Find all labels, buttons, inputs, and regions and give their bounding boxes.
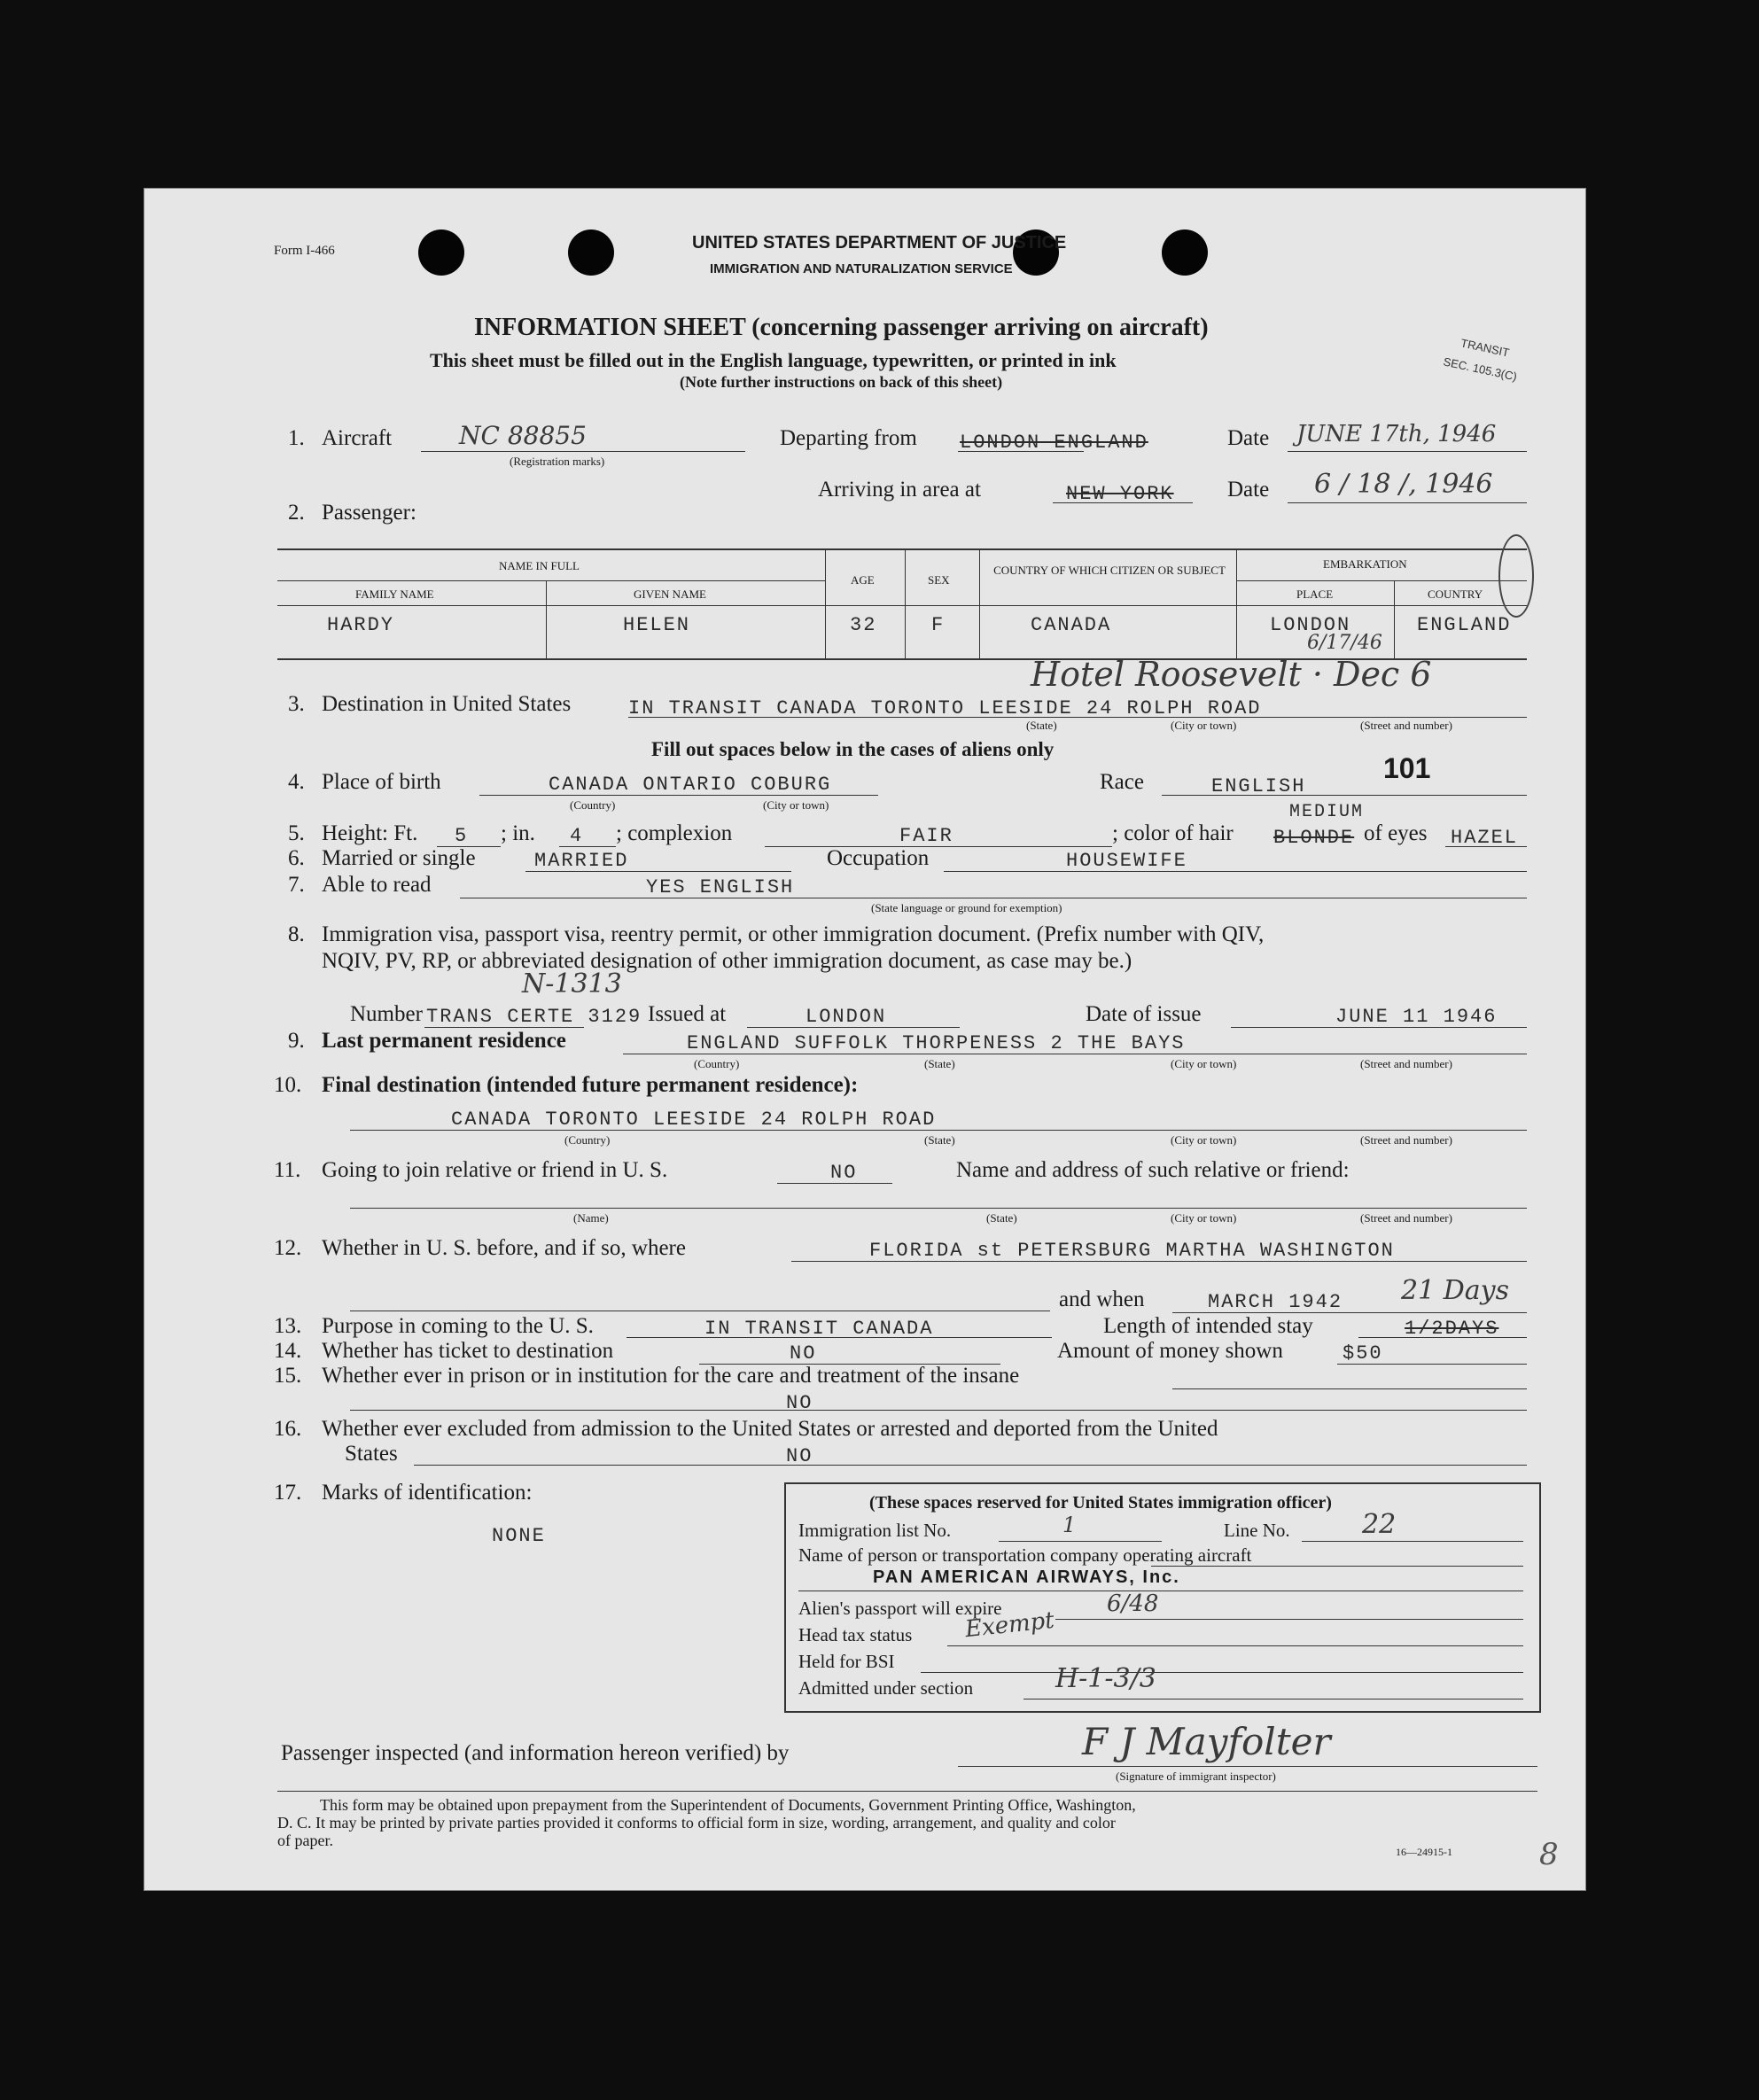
final-destination-value: CANADA TORONTO LEESIDE 24 ROLPH ROAD (451, 1108, 937, 1131)
caption-state: (State) (986, 1211, 1017, 1225)
stay-value: 1/2DAYS (1405, 1318, 1499, 1340)
company-label: Name of person or transportation company operating aircraft (798, 1544, 1252, 1566)
aircraft-label: Aircraft (322, 426, 393, 450)
footer-line3: of paper. (277, 1832, 333, 1849)
footer-line1: This form may be obtained upon prepayment from the Superintendent of Documents, Government Printing Office, Washington, (320, 1796, 1136, 1814)
item-number-8: 8. (288, 922, 305, 946)
caption-street: (Street and number) (1360, 1133, 1452, 1147)
list-no-value: 1 (1062, 1513, 1077, 1537)
stay-label: Length of intended stay (1103, 1314, 1313, 1338)
caption-country: (Country) (564, 1133, 611, 1147)
date-of-issue-label: Date of issue (1086, 1002, 1202, 1026)
caption-state: (State) (924, 1057, 955, 1070)
age-value: 32 (850, 614, 877, 636)
sex-header: SEX (928, 573, 950, 587)
page-title: INFORMATION SHEET (concerning passenger arriving on aircraft) (474, 314, 1209, 341)
head-tax-label: Head tax status (798, 1624, 913, 1645)
embark-country-header: COUNTRY (1428, 587, 1483, 601)
purpose-value: IN TRANSIT CANADA (704, 1318, 934, 1340)
head-tax-value: Exempt (963, 1606, 1056, 1644)
when-label: and when (1059, 1287, 1145, 1311)
item-number-16: 16. (274, 1417, 302, 1441)
race-value: ENGLISH (1211, 775, 1306, 797)
item-number-15: 15. (274, 1364, 302, 1388)
country-citizen-header: COUNTRY OF WHICH CITIZEN OR SUBJECT (993, 564, 1226, 577)
form-sheet (144, 188, 1586, 1891)
page-mark: 8 (1539, 1837, 1559, 1872)
item-number-17: 17. (274, 1481, 302, 1505)
item-number-3: 3. (288, 692, 305, 716)
height-label: Height: Ft. (322, 821, 418, 845)
handwritten-visa-code: N-1313 (522, 968, 622, 999)
item-number-5: 5. (288, 821, 305, 845)
race-label: Race (1100, 770, 1144, 794)
residence-value: ENGLAND SUFFOLK THORPENESS 2 THE BAYS (687, 1032, 1186, 1054)
caption-name: (Name) (573, 1211, 609, 1225)
hair-label: ; color of hair (1112, 821, 1234, 845)
join-label: Going to join relative or friend in U. S. (322, 1158, 668, 1182)
purpose-label: Purpose in coming to the U. S. (322, 1314, 594, 1338)
item-number-14: 14. (274, 1339, 302, 1363)
officer-box-title: (These spaces reserved for United States immigration officer) (869, 1493, 1332, 1513)
prison-label: Whether ever in prison or in institution for the care and treatment of the insane (322, 1364, 1020, 1388)
transit-stamp-line1: TRANSIT (1459, 336, 1511, 360)
money-value: $50 (1343, 1342, 1383, 1365)
hair-correction: MEDIUM (1289, 802, 1365, 822)
item-number-7: 7. (288, 873, 305, 897)
footer-code: 16—24915-1 (1396, 1846, 1452, 1858)
caption-street: (Street and number) (1360, 1057, 1452, 1070)
line-no-value: 22 (1362, 1509, 1397, 1540)
given-name-value: HELEN (623, 614, 691, 636)
embark-place-value: LONDON (1270, 614, 1351, 636)
hair-value: BLONDE (1273, 827, 1355, 849)
before-label: Whether in U. S. before, and if so, where (322, 1236, 686, 1260)
inspected-label: Passenger inspected (and information hereon verified) by (281, 1741, 790, 1765)
item-number-9: 9. (288, 1029, 305, 1053)
birth-value: CANADA ONTARIO COBURG (549, 774, 832, 796)
height-in-value: 4 (570, 825, 584, 847)
marks-value: NONE (492, 1525, 546, 1547)
destination-label: Destination in United States (322, 692, 572, 716)
departing-label: Departing from (780, 426, 917, 450)
item-number-1: 1. (288, 426, 305, 450)
caption-city: (City or town) (1171, 719, 1237, 732)
instructions-line: This sheet must be filled out in the English language, typewritten, or printed in ink (430, 349, 1117, 371)
before-value: FLORIDA st PETERSBURG MARTHA WASHINGTON (869, 1240, 1395, 1262)
caption-country: (Country) (694, 1057, 740, 1070)
passenger-label: Passenger: (322, 501, 416, 525)
date-of-issue-value: JUNE 11 1946 (1335, 1006, 1498, 1028)
caption-city: (City or town) (763, 798, 829, 812)
bracket-mark-icon (1498, 534, 1534, 618)
sex-value: F (931, 614, 946, 636)
height-ft-value: 5 (455, 825, 469, 847)
punch-hole-icon (418, 229, 464, 276)
inches-label: ; in. (501, 821, 535, 845)
item-number-6: 6. (288, 846, 305, 870)
birth-label: Place of birth (322, 770, 441, 794)
visa-number-label: Number (350, 1002, 423, 1026)
relative-name-label: Name and address of such relative or friend: (956, 1158, 1350, 1182)
marks-label: Marks of identification: (322, 1481, 533, 1505)
when-value: MARCH 1942 (1208, 1291, 1343, 1313)
item-number-10: 10. (274, 1073, 302, 1097)
excluded-value: NO (786, 1445, 813, 1467)
list-no-label: Immigration list No. (798, 1520, 952, 1541)
aliens-only-heading: Fill out spaces below in the cases of aliens only (651, 738, 1055, 760)
excluded-label-line2: States (345, 1442, 398, 1466)
admitted-value: H-1-3/3 (1055, 1663, 1156, 1694)
line-no-label: Line No. (1224, 1520, 1290, 1541)
eyes-value: HAZEL (1451, 827, 1519, 849)
given-name-header: GIVEN NAME (634, 587, 706, 601)
read-label: Able to read (322, 873, 432, 897)
service-name: IMMIGRATION AND NATURALIZATION SERVICE (710, 261, 1013, 276)
handwritten-hotel: Hotel Roosevelt · Dec 6 (1031, 655, 1432, 694)
prison-value: NO (786, 1392, 813, 1414)
caption-city: (City or town) (1171, 1133, 1237, 1147)
family-name-header: FAMILY NAME (355, 587, 434, 601)
bsi-label: Held for BSI (798, 1651, 895, 1672)
destination-value: IN TRANSIT CANADA TORONTO LEESIDE 24 ROLPH ROAD (628, 697, 1262, 719)
join-value: NO (830, 1162, 858, 1184)
visa-number-value: TRANS CERTE 3129 (426, 1006, 642, 1028)
visa-text-line2: NQIV, PV, RP, or abbreviated designation of other immigration document, as case may be.) (322, 949, 1132, 973)
married-label: Married or single (322, 846, 476, 870)
date2-label: Date (1227, 478, 1270, 502)
aircraft-value: NC 88855 (459, 421, 587, 450)
handwritten-date: 6/17/46 (1307, 632, 1382, 654)
age-header: AGE (851, 573, 875, 587)
money-label: Amount of money shown (1057, 1339, 1283, 1363)
admitted-label: Admitted under section (798, 1677, 974, 1699)
stamped-number: 101 (1383, 752, 1431, 784)
arriving-label: Arriving in area at (818, 478, 981, 502)
married-value: MARRIED (534, 850, 629, 872)
eyes-label: of eyes (1364, 821, 1428, 845)
excluded-label-line1: Whether ever excluded from admission to the United States or arrested and deported from the United (322, 1417, 1218, 1441)
company-value: PAN AMERICAN AIRWAYS, Inc. (873, 1567, 1180, 1587)
passport-expire-value: 6/48 (1107, 1591, 1159, 1617)
departure-date: JUNE 17th, 1946 (1296, 421, 1497, 447)
handwritten-days: 21 Days (1401, 1275, 1509, 1306)
department-name: UNITED STATES DEPARTMENT OF JUSTICE (692, 233, 1067, 253)
transit-stamp-line2: SEC. 105.3(C) (1442, 354, 1519, 384)
inspector-signature: F J Mayfolter (1082, 1720, 1331, 1763)
registration-caption: (Registration marks) (510, 455, 605, 468)
caption-state: (State) (924, 1133, 955, 1147)
punch-hole-icon (568, 229, 614, 276)
occupation-label: Occupation (827, 846, 930, 870)
passport-expire-label: Alien's passport will expire (798, 1598, 1002, 1619)
item-number-4: 4. (288, 770, 305, 794)
form-number: Form I-466 (274, 244, 335, 258)
arriving-value: NEW YORK (1066, 483, 1174, 505)
issued-at-value: LONDON (806, 1006, 887, 1028)
complexion-label: ; complexion (616, 821, 733, 845)
residence-label: Last permanent residence (322, 1029, 566, 1053)
item-number-13: 13. (274, 1314, 302, 1338)
visa-text-line1: Immigration visa, passport visa, reentry permit, or other immigration document. (Prefix number with QIV, (322, 922, 1265, 946)
issued-at-label: Issued at (648, 1002, 727, 1026)
embarkation-header: EMBARKATION (1323, 557, 1407, 571)
signature-caption: (Signature of immigrant inspector) (1116, 1769, 1276, 1783)
footer-line2: D. C. It may be printed by private parties provided it conforms to official form in size, wording, arrangement, and quality and color (277, 1814, 1116, 1832)
caption-city: (City or town) (1171, 1211, 1237, 1225)
punch-hole-icon (1162, 229, 1208, 276)
item-number-12: 12. (274, 1236, 302, 1260)
date-label: Date (1227, 426, 1270, 450)
item-number-2: 2. (288, 501, 305, 525)
family-name-value: HARDY (327, 614, 395, 636)
complexion-value: FAIR (899, 825, 953, 847)
final-destination-label: Final destination (intended future permanent residence): (322, 1073, 859, 1097)
instructions-note: (Note further instructions on back of this sheet) (680, 373, 1003, 391)
read-caption: (State language or ground for exemption) (871, 901, 1062, 914)
occupation-value: HOUSEWIFE (1066, 850, 1187, 872)
item-number-11: 11. (274, 1158, 301, 1182)
arrival-date: 6 / 18 /, 1946 (1314, 469, 1493, 500)
caption-street: (Street and number) (1360, 719, 1452, 732)
caption-street: (Street and number) (1360, 1211, 1452, 1225)
ticket-value: NO (790, 1342, 817, 1365)
caption-city: (City or town) (1171, 1057, 1237, 1070)
read-value: YES ENGLISH (646, 876, 795, 898)
citizen-value: CANADA (1031, 614, 1112, 636)
caption-state: (State) (1026, 719, 1057, 732)
embark-country-value: ENGLAND (1417, 614, 1512, 636)
place-header: PLACE (1296, 587, 1334, 601)
name-in-full-header: NAME IN FULL (499, 559, 580, 572)
ticket-label: Whether has ticket to destination (322, 1339, 614, 1363)
departing-value: LONDON ENGLAND (960, 432, 1148, 454)
caption-country: (Country) (570, 798, 616, 812)
